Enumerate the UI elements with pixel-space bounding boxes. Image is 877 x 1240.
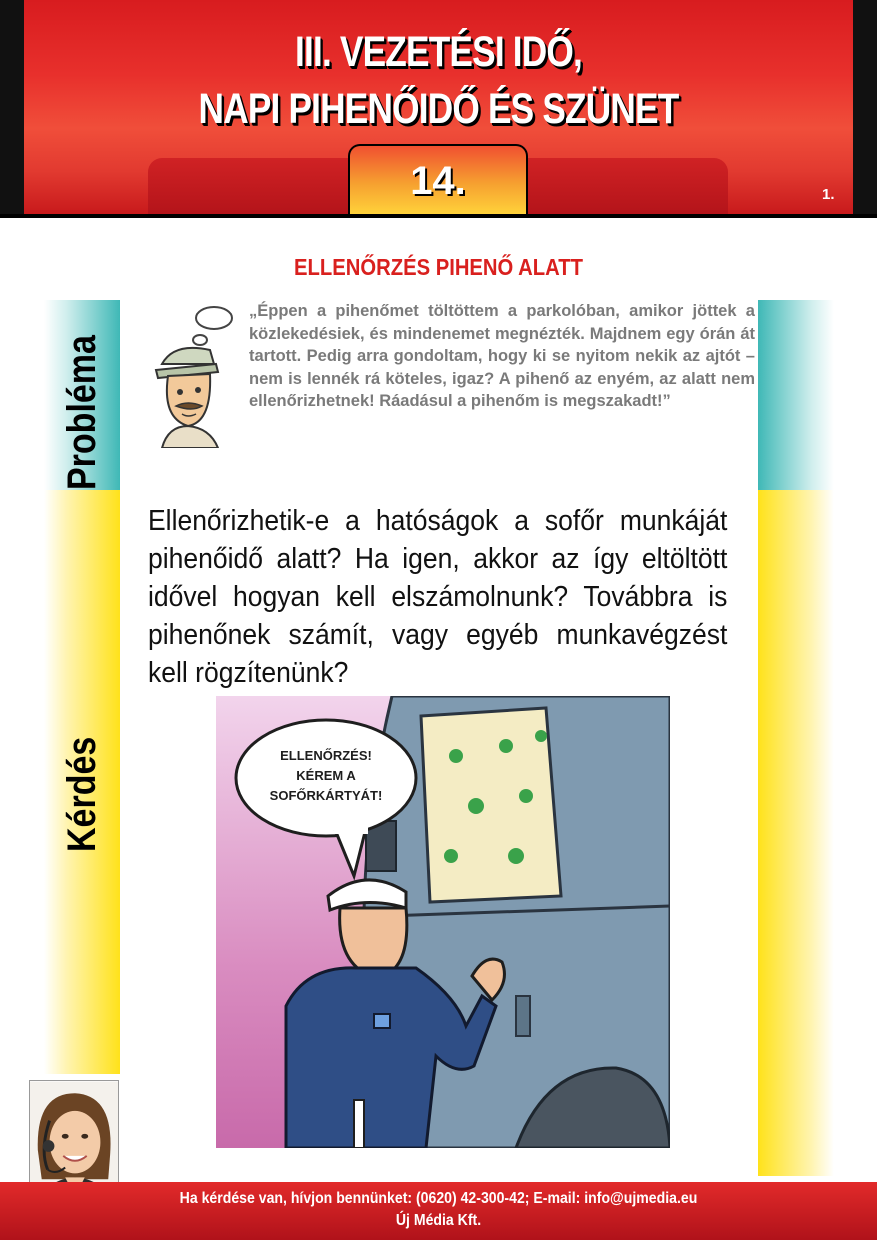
page-number: 1.: [822, 186, 835, 203]
footer-company: Új Média Kft.: [395, 1212, 482, 1229]
speech-line-1: ELLENŐRZÉS!: [280, 748, 372, 763]
question-label: Kérdés: [60, 736, 104, 852]
header-divider: [0, 214, 877, 218]
driver-avatar-icon: [148, 298, 240, 448]
header-right-edge: [853, 0, 877, 214]
speech-line-3: SOFŐRKÁRTYÁT!: [269, 788, 383, 803]
chapter-number-tab: 14.: [348, 144, 528, 214]
problem-label: Probléma: [60, 335, 104, 490]
question-text-block: [148, 502, 728, 692]
question-text: Ellenőrizhetik-e a hatóságok a sofőr munkáját pihenőidő alatt? Ha igen, akkor az így eltöltött idővel hogyan kell elszámolnunk? Továbbra is pihenőnek számít, vagy egyéb munkavégzést kell rögzítenünk?: [148, 505, 728, 689]
chapter-title-line1: III. VEZETÉSI IDŐ,: [295, 28, 582, 76]
problem-strip-right: [758, 300, 834, 490]
speech-line-2: KÉREM A: [296, 768, 356, 783]
chapter-title-line2: NAPI PIHENŐIDŐ ÉS SZÜNET: [198, 85, 679, 133]
footer-contact: Ha kérdése van, hívjon bennünket: (0620) 42-300-42; E-mail: info@ujmedia.eu: [179, 1190, 698, 1207]
question-strip-right: [758, 490, 834, 1176]
problem-quote: „Éppen a pihenőmet töltöttem a parkolóban, amikor jöttek a közlekedésiek, és mindenemet megnézték. Majdnem egy órán át tartott. Pedig arra gondoltam, hogy ki se nyitom nekik az ajtót – nem is lennék rá köteles, igaz? A pihenő az enyém, az alatt nem ellenőrizhetnek! Ráadásul a pihenőm is megszakadt!”: [249, 302, 755, 411]
header-left-edge: [0, 0, 24, 214]
page-header: [0, 0, 877, 214]
inspection-cartoon: [216, 696, 670, 1148]
section-subtitle: ELLENŐRZÉS PIHENŐ ALATT: [294, 254, 583, 280]
